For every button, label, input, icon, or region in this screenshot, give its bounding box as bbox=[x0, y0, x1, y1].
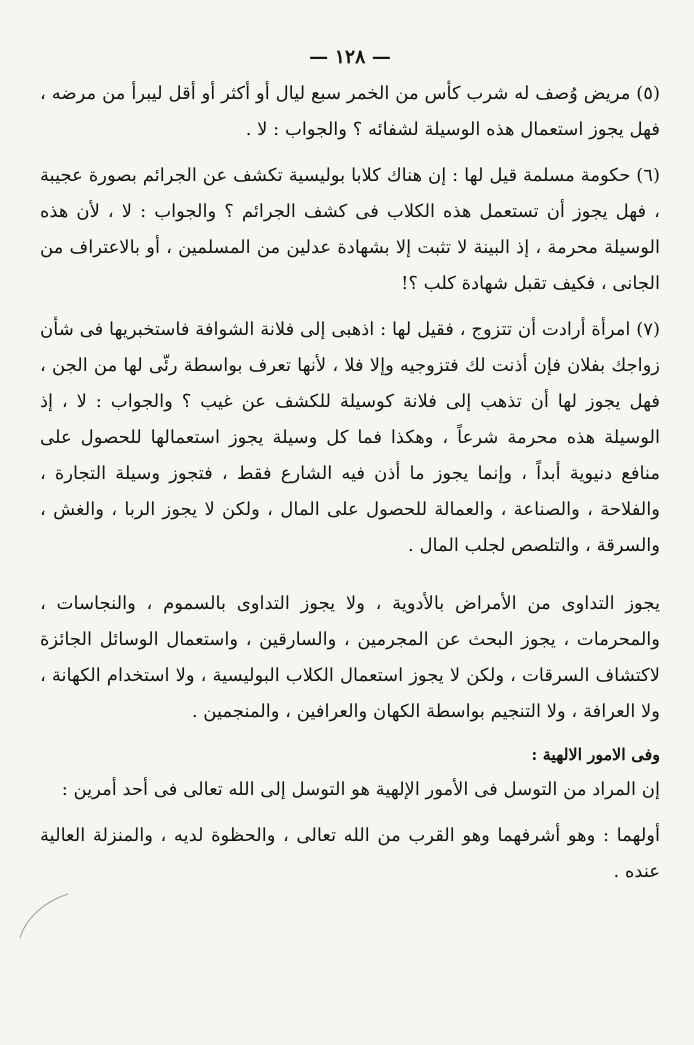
page-number: — ١٢٨ — bbox=[309, 46, 391, 68]
paragraph-first-matter: أولهما : وهو أشرفهما وهو القرب من الله تعالى ، والحظوة لديه ، والمنزلة العالية عنده . bbox=[40, 825, 660, 882]
pencil-margin-mark-icon bbox=[14, 888, 74, 948]
paragraph-meaning-of-tawassul: إن المراد من التوسل فى الأمور الإلهية هو التوسل إلى الله تعالى فى أحد أمرين : bbox=[61, 779, 660, 800]
paragraph-remedies: يجوز التداوى من الأمراض بالأدوية ، ولا يجوز التداوى بالسموم ، والنجاسات ، والمحرمات ، يجوز البحث عن المجرمين ، والسارقين ، واستعمال الوسائل الجائزة لاكتشاف السرقات ، ولكن لا يجوز استعمال الكلاب البوليسية ، ولا استخدام الكهانة ، ولا العرافة ، ولا التنجيم بواسطة الكهان والعرافين ، والمنجمين . bbox=[40, 593, 660, 722]
section-heading-divine-matters: وفى الامور الالهية : bbox=[531, 745, 660, 764]
paragraph-5: (٥) مريض وُصف له شرب كأس من الخمر سبع ليال أو أكثر أو أقل ليبرأ من مرضه ، فهل يجوز استعمال هذه الوسيلة لشفائه ؟ والجواب : لا . bbox=[40, 83, 660, 140]
document-page bbox=[40, 46, 660, 1026]
paragraph-7: (٧) امرأة أرادت أن تتزوج ، فقيل لها : اذهبى إلى فلانة الشوافة فاستخبريها فى شأن زواجك بفلان فإن أذنت لك فتزوجيه وإلا فلا ، لأنها تعرف بواسطة رئّى لها من الجن ، فهل يجوز لها أن تذهب إلى فلانة كوسيلة للكشف عن غيب ؟ والجواب : لا ، إذ الوسيلة هذه محرمة شرعاً ، وهكذا فما كل وسيلة يجوز استعمالها للحصول على منافع دنيوية أبداً ، وإنما يجوز ما أذن فيه الشارع فقط ، فتجوز وسيلة التجارة ، والفلاحة ، والصناعة ، والعمالة للحصول على المال ، ولكن لا يجوز الربا ، والغش ، والسرقة ، والتلصص لجلب المال . bbox=[40, 319, 660, 556]
paragraph-6: (٦) حكومة مسلمة قيل لها : إن هناك كلابا بوليسية تكشف عن الجرائم بصورة عجيبة ، فهل يجوز أن تستعمل هذه الكلاب فى كشف الجرائم ؟ والجواب : لا ، لأن هذه الوسيلة محرمة ، إذ البينة لا تثبت إلا بشهادة عدلين من المسلمين ، أو بالاعتراف من الجانى ، فكيف تقبل شهادة كلب ؟! bbox=[40, 165, 660, 294]
